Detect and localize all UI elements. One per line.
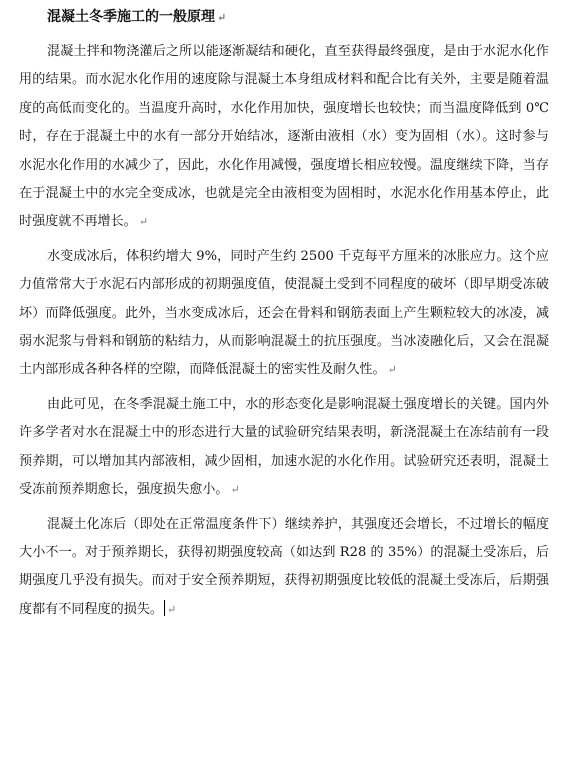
paragraph-text: 由此可见，在冬季混凝土施工中，水的形态变化是影响混凝土强度增长的关键。国内外许多学者对水在混凝土中的形态进行大量的试验研究结果表明，新浇混凝土在冻结前有一段预养期，可以增加其内部液相，减少固相，加速水泥的水化作用。试验研究还表明，混凝土受冻前预养期愈长，强度损失愈小。 [19,396,549,498]
paragraph-mark: ↵ [138,215,149,229]
paragraph-text: 水变成冰后，体积约增大 9%，同时产生约 2500 千克每平方厘米的冰胀应力。这个应力值常常大于水泥石内部形成的初期强度值，使混凝土受到不同程度的破坏（即早期受冻破坏）而降低强度。此外，当水变成冰后，还会在骨料和钢筋表面上产生颗粒较大的冰凌，减弱水泥浆与骨料和钢筋的粘结力，从而影响混凝土的抗压强度。当冰凌融化后，又会在混凝土内部形成各种各样的空隙，而降低混凝土的密实性及耐久性。 [19,248,549,378]
paragraph-3 [19,391,549,505]
text-cursor [164,600,165,616]
paragraph-4[interactable] [19,511,549,625]
paragraph-mark: ↵ [217,11,227,24]
paragraph-mark: ↵ [167,602,177,616]
paragraph-2 [19,243,549,385]
paragraph-text: 混凝土拌和物浇灌后之所以能逐渐凝结和硬化，直至获得最终强度，是由于水泥水化作用的结果。而水泥水化作用的速度除与混凝土本身组成材料和配合比有关外，主要是随着温度的高低而变化的。当温度升高时，水化作用加快，强度增长也较快；而当温度降低到 0℃时，存在于混凝土中的水有一部分开始结冰，逐渐由液相（水）变为固相（水）。这时参与水泥水化作用的水减少了，因此，水化作用减慢，强度增长相应较慢。温度继续下降，当存在于混凝土中的水完全变成冰，也就是完全由液相变为固相时，水泥水化作用基本停止，此时强度就不再增长。 [19,44,549,230]
paragraph-mark: ↵ [230,483,240,497]
paragraph-1 [19,38,549,237]
document-title [47,8,549,27]
paragraph-text: 混凝土化冻后（即处在正常温度条件下）继续养护，其强度还会增长，不过增长的幅度大小不一。对于预养期长，获得初期强度较高（如达到 R28 的 35%）的混凝土受冻后，后期强度几乎没有损失。而对于安全预养期短，获得初期强度比较低的混凝土受冻后，后期强度都有不同程度的损失。 [19,516,549,617]
title-text: 混凝土冬季施工的一般原理 [47,9,215,25]
paragraph-mark: ↵ [387,363,397,377]
